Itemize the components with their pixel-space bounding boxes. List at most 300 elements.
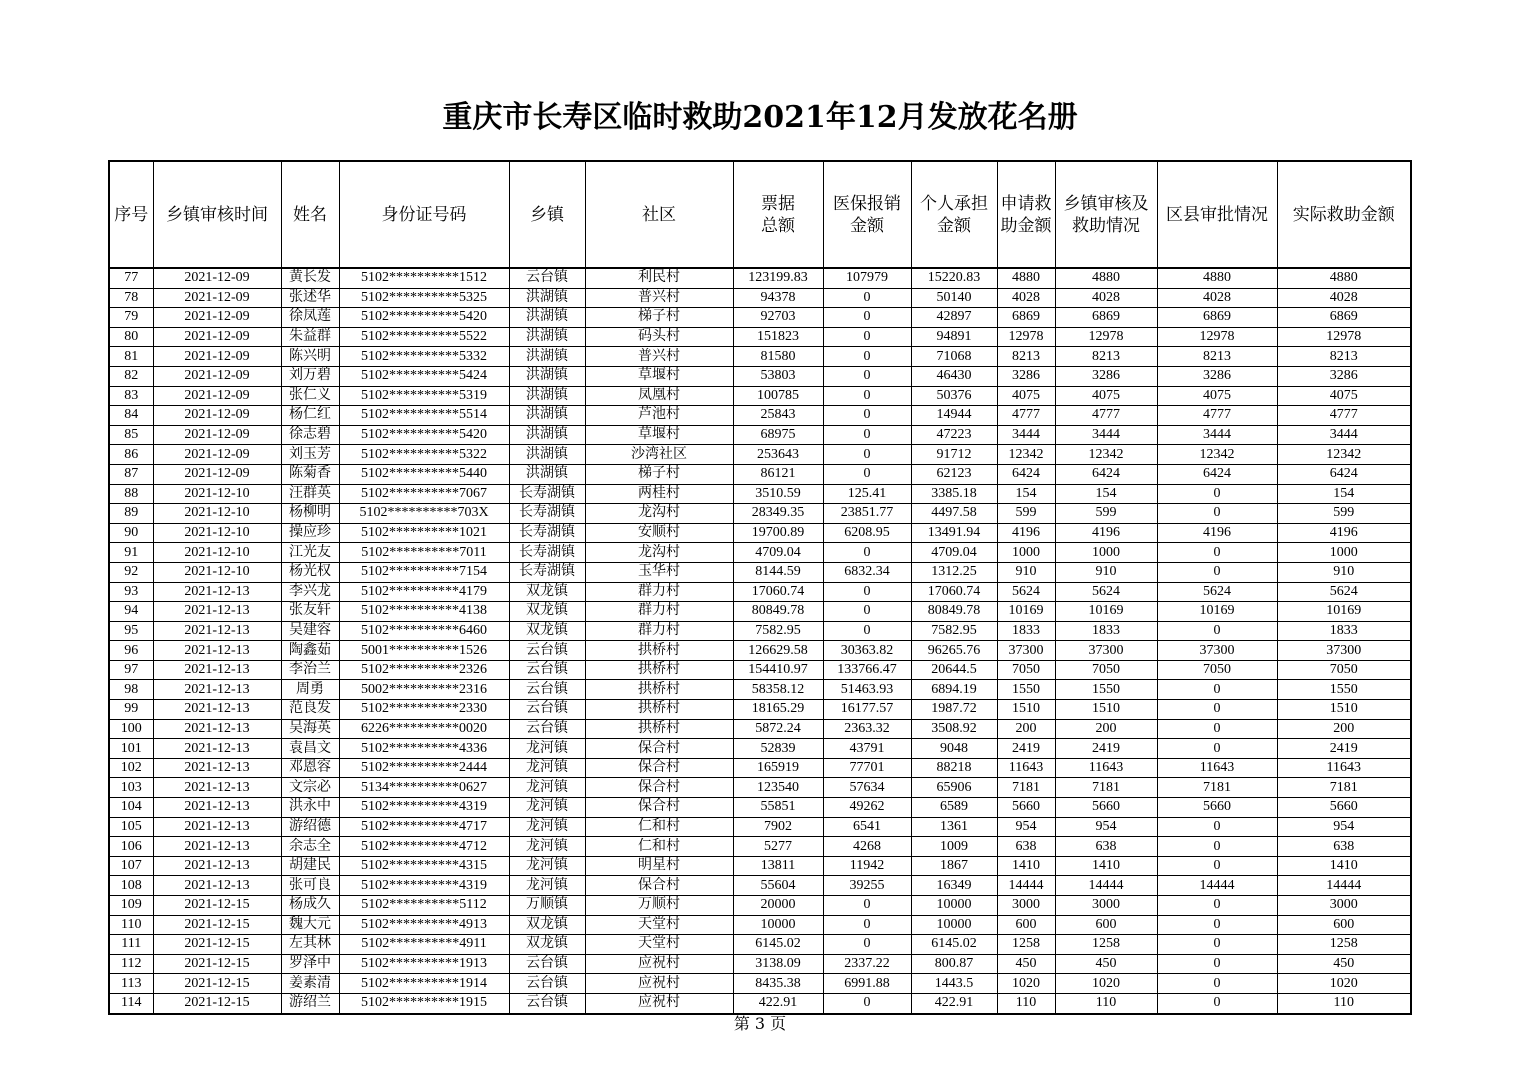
table-row xyxy=(109,700,1411,720)
cell-col-name: 洪永中 xyxy=(281,798,339,818)
cell-col-requested-amount: 7181 xyxy=(997,778,1055,798)
cell-col-county-approval: 0 xyxy=(1157,739,1277,759)
cell-col-county-approval: 0 xyxy=(1157,954,1277,974)
cell-col-name: 周勇 xyxy=(281,680,339,700)
cell-col-township: 双龙镇 xyxy=(509,935,585,955)
cell-col-county-approval: 14444 xyxy=(1157,876,1277,896)
cell-col-id-number: 6226**********0020 xyxy=(339,719,509,739)
table-row xyxy=(109,739,1411,759)
cell-col-review-date: 2021-12-09 xyxy=(153,268,281,288)
cell-col-personal-burden: 17060.74 xyxy=(911,582,997,602)
cell-col-county-approval: 4075 xyxy=(1157,386,1277,406)
cell-col-serial: 95 xyxy=(109,621,153,641)
cell-col-actual-amount: 4196 xyxy=(1277,523,1411,543)
cell-col-name: 左其林 xyxy=(281,935,339,955)
cell-col-insurance-reimbursed: 0 xyxy=(823,366,911,386)
cell-col-township: 双龙镇 xyxy=(509,621,585,641)
cell-col-county-approval: 4777 xyxy=(1157,406,1277,426)
cell-col-insurance-reimbursed: 30363.82 xyxy=(823,641,911,661)
cell-col-township: 双龙镇 xyxy=(509,582,585,602)
cell-col-requested-amount: 1510 xyxy=(997,700,1055,720)
cell-col-name: 张友轩 xyxy=(281,602,339,622)
cell-col-insurance-reimbursed: 0 xyxy=(823,445,911,465)
cell-col-community: 万顺村 xyxy=(585,896,733,916)
cell-col-review-date: 2021-12-10 xyxy=(153,504,281,524)
cell-col-county-approval: 0 xyxy=(1157,484,1277,504)
cell-col-review-date: 2021-12-09 xyxy=(153,406,281,426)
cell-col-insurance-reimbursed: 6832.34 xyxy=(823,562,911,582)
cell-col-insurance-reimbursed: 0 xyxy=(823,308,911,328)
cell-col-actual-amount: 3000 xyxy=(1277,896,1411,916)
cell-col-review-date: 2021-12-13 xyxy=(153,856,281,876)
cell-col-insurance-reimbursed: 125.41 xyxy=(823,484,911,504)
cell-col-county-approval: 6869 xyxy=(1157,308,1277,328)
cell-col-name: 魏大元 xyxy=(281,915,339,935)
cell-col-serial: 96 xyxy=(109,641,153,661)
cell-col-county-approval: 6424 xyxy=(1157,464,1277,484)
cell-col-township-review: 5660 xyxy=(1055,798,1157,818)
cell-col-township-review: 450 xyxy=(1055,954,1157,974)
cell-col-personal-burden: 50376 xyxy=(911,386,997,406)
cell-col-township: 云台镇 xyxy=(509,680,585,700)
cell-col-name: 李治兰 xyxy=(281,660,339,680)
cell-col-id-number: 5102**********2330 xyxy=(339,700,509,720)
cell-col-id-number: 5102**********4911 xyxy=(339,935,509,955)
cell-col-serial: 110 xyxy=(109,915,153,935)
cell-col-personal-burden: 9048 xyxy=(911,739,997,759)
document-title: 重庆市长寿区临时救助2021年12月发放花名册 xyxy=(442,100,1078,135)
cell-col-requested-amount: 5660 xyxy=(997,798,1055,818)
cell-col-requested-amount: 110 xyxy=(997,993,1055,1013)
cell-col-personal-burden: 1443.5 xyxy=(911,974,997,994)
cell-col-township: 云台镇 xyxy=(509,993,585,1013)
cell-col-review-date: 2021-12-10 xyxy=(153,484,281,504)
cell-col-serial: 109 xyxy=(109,896,153,916)
cell-col-name: 张仁义 xyxy=(281,386,339,406)
cell-col-review-date: 2021-12-13 xyxy=(153,758,281,778)
cell-col-personal-burden: 96265.76 xyxy=(911,641,997,661)
cell-col-review-date: 2021-12-09 xyxy=(153,425,281,445)
cell-col-review-date: 2021-12-13 xyxy=(153,680,281,700)
cell-col-name: 刘万碧 xyxy=(281,366,339,386)
table-row xyxy=(109,406,1411,426)
cell-col-actual-amount: 12978 xyxy=(1277,327,1411,347)
header-col-bill-total: 票据 总额 xyxy=(733,161,823,268)
cell-col-township: 洪湖镇 xyxy=(509,366,585,386)
cell-col-community: 芦池村 xyxy=(585,406,733,426)
cell-col-review-date: 2021-12-13 xyxy=(153,621,281,641)
cell-col-community: 保合村 xyxy=(585,778,733,798)
cell-col-community: 码头村 xyxy=(585,327,733,347)
cell-col-township-review: 2419 xyxy=(1055,739,1157,759)
cell-col-bill-total: 25843 xyxy=(733,406,823,426)
cell-col-serial: 113 xyxy=(109,974,153,994)
cell-col-id-number: 5102**********1021 xyxy=(339,523,509,543)
cell-col-township-review: 6424 xyxy=(1055,464,1157,484)
cell-col-township-review: 8213 xyxy=(1055,347,1157,367)
cell-col-bill-total: 20000 xyxy=(733,896,823,916)
cell-col-township-review: 1020 xyxy=(1055,974,1157,994)
cell-col-county-approval: 0 xyxy=(1157,896,1277,916)
cell-col-personal-burden: 1867 xyxy=(911,856,997,876)
table-row xyxy=(109,484,1411,504)
cell-col-review-date: 2021-12-09 xyxy=(153,327,281,347)
cell-col-bill-total: 6145.02 xyxy=(733,935,823,955)
cell-col-township: 洪湖镇 xyxy=(509,308,585,328)
cell-col-name: 陈兴明 xyxy=(281,347,339,367)
cell-col-personal-burden: 16349 xyxy=(911,876,997,896)
cell-col-name: 袁昌文 xyxy=(281,739,339,759)
table-row xyxy=(109,719,1411,739)
table-row xyxy=(109,641,1411,661)
cell-col-county-approval: 37300 xyxy=(1157,641,1277,661)
cell-col-review-date: 2021-12-15 xyxy=(153,993,281,1013)
cell-col-personal-burden: 47223 xyxy=(911,425,997,445)
cell-col-insurance-reimbursed: 6208.95 xyxy=(823,523,911,543)
cell-col-community: 两桂村 xyxy=(585,484,733,504)
table-row xyxy=(109,680,1411,700)
cell-col-bill-total: 3510.59 xyxy=(733,484,823,504)
cell-col-actual-amount: 1833 xyxy=(1277,621,1411,641)
header-col-serial: 序号 xyxy=(109,161,153,268)
cell-col-requested-amount: 10169 xyxy=(997,602,1055,622)
table-row xyxy=(109,660,1411,680)
cell-col-serial: 105 xyxy=(109,817,153,837)
table-row xyxy=(109,954,1411,974)
table-row xyxy=(109,425,1411,445)
header-col-review-date: 乡镇审核时间 xyxy=(153,161,281,268)
cell-col-township-review: 3286 xyxy=(1055,366,1157,386)
cell-col-name: 李兴龙 xyxy=(281,582,339,602)
header-col-requested-amount: 申请救 助金额 xyxy=(997,161,1055,268)
cell-col-insurance-reimbursed: 0 xyxy=(823,288,911,308)
cell-col-township: 洪湖镇 xyxy=(509,464,585,484)
cell-col-actual-amount: 638 xyxy=(1277,837,1411,857)
cell-col-township: 长寿湖镇 xyxy=(509,523,585,543)
cell-col-township-review: 5624 xyxy=(1055,582,1157,602)
cell-col-actual-amount: 200 xyxy=(1277,719,1411,739)
cell-col-serial: 100 xyxy=(109,719,153,739)
cell-col-review-date: 2021-12-13 xyxy=(153,837,281,857)
cell-col-township-review: 3444 xyxy=(1055,425,1157,445)
cell-col-township-review: 1000 xyxy=(1055,543,1157,563)
cell-col-id-number: 5102**********5420 xyxy=(339,425,509,445)
cell-col-personal-burden: 3508.92 xyxy=(911,719,997,739)
table-row xyxy=(109,268,1411,288)
cell-col-bill-total: 80849.78 xyxy=(733,602,823,622)
cell-col-insurance-reimbursed: 4268 xyxy=(823,837,911,857)
cell-col-requested-amount: 600 xyxy=(997,915,1055,935)
cell-col-bill-total: 165919 xyxy=(733,758,823,778)
cell-col-name: 江光友 xyxy=(281,543,339,563)
cell-col-review-date: 2021-12-13 xyxy=(153,660,281,680)
cell-col-name: 汪群英 xyxy=(281,484,339,504)
cell-col-review-date: 2021-12-09 xyxy=(153,366,281,386)
cell-col-personal-burden: 1312.25 xyxy=(911,562,997,582)
cell-col-name: 姜素清 xyxy=(281,974,339,994)
cell-col-township: 云台镇 xyxy=(509,660,585,680)
cell-col-community: 拱桥村 xyxy=(585,660,733,680)
cell-col-requested-amount: 37300 xyxy=(997,641,1055,661)
cell-col-serial: 92 xyxy=(109,562,153,582)
header-col-personal-burden: 个人承担 金额 xyxy=(911,161,997,268)
cell-col-township: 双龙镇 xyxy=(509,602,585,622)
cell-col-community: 梯子村 xyxy=(585,464,733,484)
cell-col-community: 拱桥村 xyxy=(585,680,733,700)
cell-col-community: 凤凰村 xyxy=(585,386,733,406)
cell-col-name: 徐志碧 xyxy=(281,425,339,445)
cell-col-county-approval: 0 xyxy=(1157,719,1277,739)
table-row xyxy=(109,562,1411,582)
cell-col-serial: 89 xyxy=(109,504,153,524)
cell-col-community: 应祝村 xyxy=(585,974,733,994)
cell-col-personal-burden: 80849.78 xyxy=(911,602,997,622)
cell-col-insurance-reimbursed: 11942 xyxy=(823,856,911,876)
cell-col-serial: 108 xyxy=(109,876,153,896)
cell-col-county-approval: 0 xyxy=(1157,974,1277,994)
cell-col-actual-amount: 1550 xyxy=(1277,680,1411,700)
cell-col-township-review: 4028 xyxy=(1055,288,1157,308)
cell-col-bill-total: 92703 xyxy=(733,308,823,328)
cell-col-id-number: 5102**********5514 xyxy=(339,406,509,426)
cell-col-township: 云台镇 xyxy=(509,641,585,661)
cell-col-township: 云台镇 xyxy=(509,268,585,288)
cell-col-bill-total: 253643 xyxy=(733,445,823,465)
cell-col-review-date: 2021-12-09 xyxy=(153,464,281,484)
cell-col-bill-total: 55851 xyxy=(733,798,823,818)
cell-col-id-number: 5102**********1913 xyxy=(339,954,509,974)
cell-col-id-number: 5102**********5325 xyxy=(339,288,509,308)
cell-col-name: 游绍德 xyxy=(281,817,339,837)
cell-col-serial: 111 xyxy=(109,935,153,955)
table-header-row xyxy=(109,161,1411,268)
cell-col-serial: 78 xyxy=(109,288,153,308)
cell-col-community: 拱桥村 xyxy=(585,641,733,661)
cell-col-review-date: 2021-12-09 xyxy=(153,288,281,308)
table-row xyxy=(109,504,1411,524)
cell-col-bill-total: 68975 xyxy=(733,425,823,445)
cell-col-community: 拱桥村 xyxy=(585,719,733,739)
cell-col-insurance-reimbursed: 6541 xyxy=(823,817,911,837)
cell-col-id-number: 5002**********2316 xyxy=(339,680,509,700)
cell-col-requested-amount: 4028 xyxy=(997,288,1055,308)
cell-col-township-review: 7181 xyxy=(1055,778,1157,798)
cell-col-serial: 102 xyxy=(109,758,153,778)
relief-roster-table-container xyxy=(108,160,1410,1015)
table-row xyxy=(109,896,1411,916)
cell-col-county-approval: 3444 xyxy=(1157,425,1277,445)
cell-col-bill-total: 151823 xyxy=(733,327,823,347)
table-body xyxy=(109,268,1411,1014)
cell-col-requested-amount: 11643 xyxy=(997,758,1055,778)
cell-col-review-date: 2021-12-13 xyxy=(153,817,281,837)
cell-col-personal-burden: 800.87 xyxy=(911,954,997,974)
cell-col-bill-total: 10000 xyxy=(733,915,823,935)
cell-col-actual-amount: 1258 xyxy=(1277,935,1411,955)
cell-col-requested-amount: 954 xyxy=(997,817,1055,837)
cell-col-personal-burden: 6894.19 xyxy=(911,680,997,700)
cell-col-insurance-reimbursed: 39255 xyxy=(823,876,911,896)
cell-col-requested-amount: 450 xyxy=(997,954,1055,974)
cell-col-personal-burden: 6145.02 xyxy=(911,935,997,955)
cell-col-requested-amount: 4196 xyxy=(997,523,1055,543)
cell-col-insurance-reimbursed: 0 xyxy=(823,386,911,406)
cell-col-actual-amount: 7181 xyxy=(1277,778,1411,798)
cell-col-personal-burden: 91712 xyxy=(911,445,997,465)
cell-col-insurance-reimbursed: 0 xyxy=(823,327,911,347)
cell-col-requested-amount: 1258 xyxy=(997,935,1055,955)
table-row xyxy=(109,974,1411,994)
cell-col-township: 长寿湖镇 xyxy=(509,543,585,563)
cell-col-requested-amount: 8213 xyxy=(997,347,1055,367)
cell-col-county-approval: 0 xyxy=(1157,993,1277,1013)
cell-col-community: 梯子村 xyxy=(585,308,733,328)
cell-col-id-number: 5102**********5332 xyxy=(339,347,509,367)
cell-col-name: 刘玉芳 xyxy=(281,445,339,465)
cell-col-township-review: 154 xyxy=(1055,484,1157,504)
cell-col-bill-total: 13811 xyxy=(733,856,823,876)
cell-col-id-number: 5102**********4179 xyxy=(339,582,509,602)
cell-col-serial: 83 xyxy=(109,386,153,406)
cell-col-personal-burden: 46430 xyxy=(911,366,997,386)
cell-col-community: 龙沟村 xyxy=(585,504,733,524)
cell-col-bill-total: 53803 xyxy=(733,366,823,386)
cell-col-community: 拱桥村 xyxy=(585,700,733,720)
cell-col-actual-amount: 5660 xyxy=(1277,798,1411,818)
cell-col-township-review: 1833 xyxy=(1055,621,1157,641)
cell-col-bill-total: 5872.24 xyxy=(733,719,823,739)
cell-col-community: 明星村 xyxy=(585,856,733,876)
cell-col-county-approval: 0 xyxy=(1157,543,1277,563)
cell-col-requested-amount: 638 xyxy=(997,837,1055,857)
cell-col-community: 玉华村 xyxy=(585,562,733,582)
cell-col-name: 吴建容 xyxy=(281,621,339,641)
cell-col-community: 天堂村 xyxy=(585,935,733,955)
cell-col-review-date: 2021-12-13 xyxy=(153,778,281,798)
cell-col-name: 杨柳明 xyxy=(281,504,339,524)
cell-col-county-approval: 5624 xyxy=(1157,582,1277,602)
table-row xyxy=(109,837,1411,857)
table-row xyxy=(109,621,1411,641)
cell-col-county-approval: 0 xyxy=(1157,837,1277,857)
cell-col-requested-amount: 12978 xyxy=(997,327,1055,347)
cell-col-community: 仁和村 xyxy=(585,837,733,857)
cell-col-bill-total: 123540 xyxy=(733,778,823,798)
header-col-actual-amount: 实际救助金额 xyxy=(1277,161,1411,268)
header-col-township-review: 乡镇审核及 救助情况 xyxy=(1055,161,1157,268)
cell-col-serial: 106 xyxy=(109,837,153,857)
cell-col-actual-amount: 1000 xyxy=(1277,543,1411,563)
cell-col-bill-total: 7582.95 xyxy=(733,621,823,641)
cell-col-township: 龙河镇 xyxy=(509,856,585,876)
cell-col-serial: 94 xyxy=(109,602,153,622)
cell-col-name: 游绍兰 xyxy=(281,993,339,1013)
cell-col-review-date: 2021-12-09 xyxy=(153,445,281,465)
cell-col-township-review: 10169 xyxy=(1055,602,1157,622)
cell-col-review-date: 2021-12-13 xyxy=(153,739,281,759)
cell-col-review-date: 2021-12-15 xyxy=(153,935,281,955)
cell-col-community: 安顺村 xyxy=(585,523,733,543)
cell-col-township: 龙河镇 xyxy=(509,758,585,778)
cell-col-id-number: 5102**********4319 xyxy=(339,876,509,896)
cell-col-community: 保合村 xyxy=(585,739,733,759)
table-row xyxy=(109,582,1411,602)
cell-col-review-date: 2021-12-10 xyxy=(153,562,281,582)
cell-col-township-review: 910 xyxy=(1055,562,1157,582)
cell-col-township-review: 7050 xyxy=(1055,660,1157,680)
cell-col-community: 保合村 xyxy=(585,876,733,896)
cell-col-insurance-reimbursed: 0 xyxy=(823,464,911,484)
cell-col-insurance-reimbursed: 57634 xyxy=(823,778,911,798)
cell-col-name: 陈菊香 xyxy=(281,464,339,484)
cell-col-bill-total: 17060.74 xyxy=(733,582,823,602)
cell-col-review-date: 2021-12-13 xyxy=(153,700,281,720)
cell-col-serial: 80 xyxy=(109,327,153,347)
cell-col-requested-amount: 1410 xyxy=(997,856,1055,876)
cell-col-id-number: 5102**********2444 xyxy=(339,758,509,778)
cell-col-id-number: 5102**********5522 xyxy=(339,327,509,347)
cell-col-id-number: 5102**********1512 xyxy=(339,268,509,288)
cell-col-review-date: 2021-12-13 xyxy=(153,798,281,818)
cell-col-county-approval: 0 xyxy=(1157,562,1277,582)
table-row xyxy=(109,543,1411,563)
cell-col-personal-burden: 3385.18 xyxy=(911,484,997,504)
cell-col-township: 双龙镇 xyxy=(509,915,585,935)
cell-col-community: 群力村 xyxy=(585,621,733,641)
cell-col-personal-burden: 14944 xyxy=(911,406,997,426)
cell-col-insurance-reimbursed: 0 xyxy=(823,582,911,602)
cell-col-county-approval: 3286 xyxy=(1157,366,1277,386)
cell-col-id-number: 5102**********7067 xyxy=(339,484,509,504)
cell-col-township-review: 11643 xyxy=(1055,758,1157,778)
cell-col-county-approval: 4028 xyxy=(1157,288,1277,308)
cell-col-id-number: 5102**********4717 xyxy=(339,817,509,837)
cell-col-actual-amount: 10169 xyxy=(1277,602,1411,622)
cell-col-actual-amount: 7050 xyxy=(1277,660,1411,680)
cell-col-name: 操应珍 xyxy=(281,523,339,543)
cell-col-serial: 90 xyxy=(109,523,153,543)
header-col-insurance-reimbursed: 医保报销 金额 xyxy=(823,161,911,268)
cell-col-insurance-reimbursed: 49262 xyxy=(823,798,911,818)
cell-col-id-number: 5102**********4913 xyxy=(339,915,509,935)
cell-col-serial: 87 xyxy=(109,464,153,484)
cell-col-personal-burden: 88218 xyxy=(911,758,997,778)
cell-col-serial: 93 xyxy=(109,582,153,602)
table-row xyxy=(109,523,1411,543)
cell-col-id-number: 5102**********4336 xyxy=(339,739,509,759)
cell-col-township-review: 4075 xyxy=(1055,386,1157,406)
cell-col-name: 邓恩容 xyxy=(281,758,339,778)
cell-col-township: 龙河镇 xyxy=(509,876,585,896)
cell-col-township: 洪湖镇 xyxy=(509,425,585,445)
cell-col-community: 龙沟村 xyxy=(585,543,733,563)
cell-col-township-review: 638 xyxy=(1055,837,1157,857)
cell-col-name: 文宗必 xyxy=(281,778,339,798)
cell-col-bill-total: 18165.29 xyxy=(733,700,823,720)
cell-col-serial: 103 xyxy=(109,778,153,798)
cell-col-township: 龙河镇 xyxy=(509,739,585,759)
cell-col-requested-amount: 7050 xyxy=(997,660,1055,680)
header-col-county-approval: 区县审批情况 xyxy=(1157,161,1277,268)
header-col-name: 姓名 xyxy=(281,161,339,268)
cell-col-township: 洪湖镇 xyxy=(509,386,585,406)
cell-col-id-number: 5102**********1914 xyxy=(339,974,509,994)
cell-col-personal-burden: 15220.83 xyxy=(911,268,997,288)
cell-col-township-review: 1258 xyxy=(1055,935,1157,955)
cell-col-name: 张述华 xyxy=(281,288,339,308)
cell-col-requested-amount: 1833 xyxy=(997,621,1055,641)
cell-col-community: 沙湾社区 xyxy=(585,445,733,465)
